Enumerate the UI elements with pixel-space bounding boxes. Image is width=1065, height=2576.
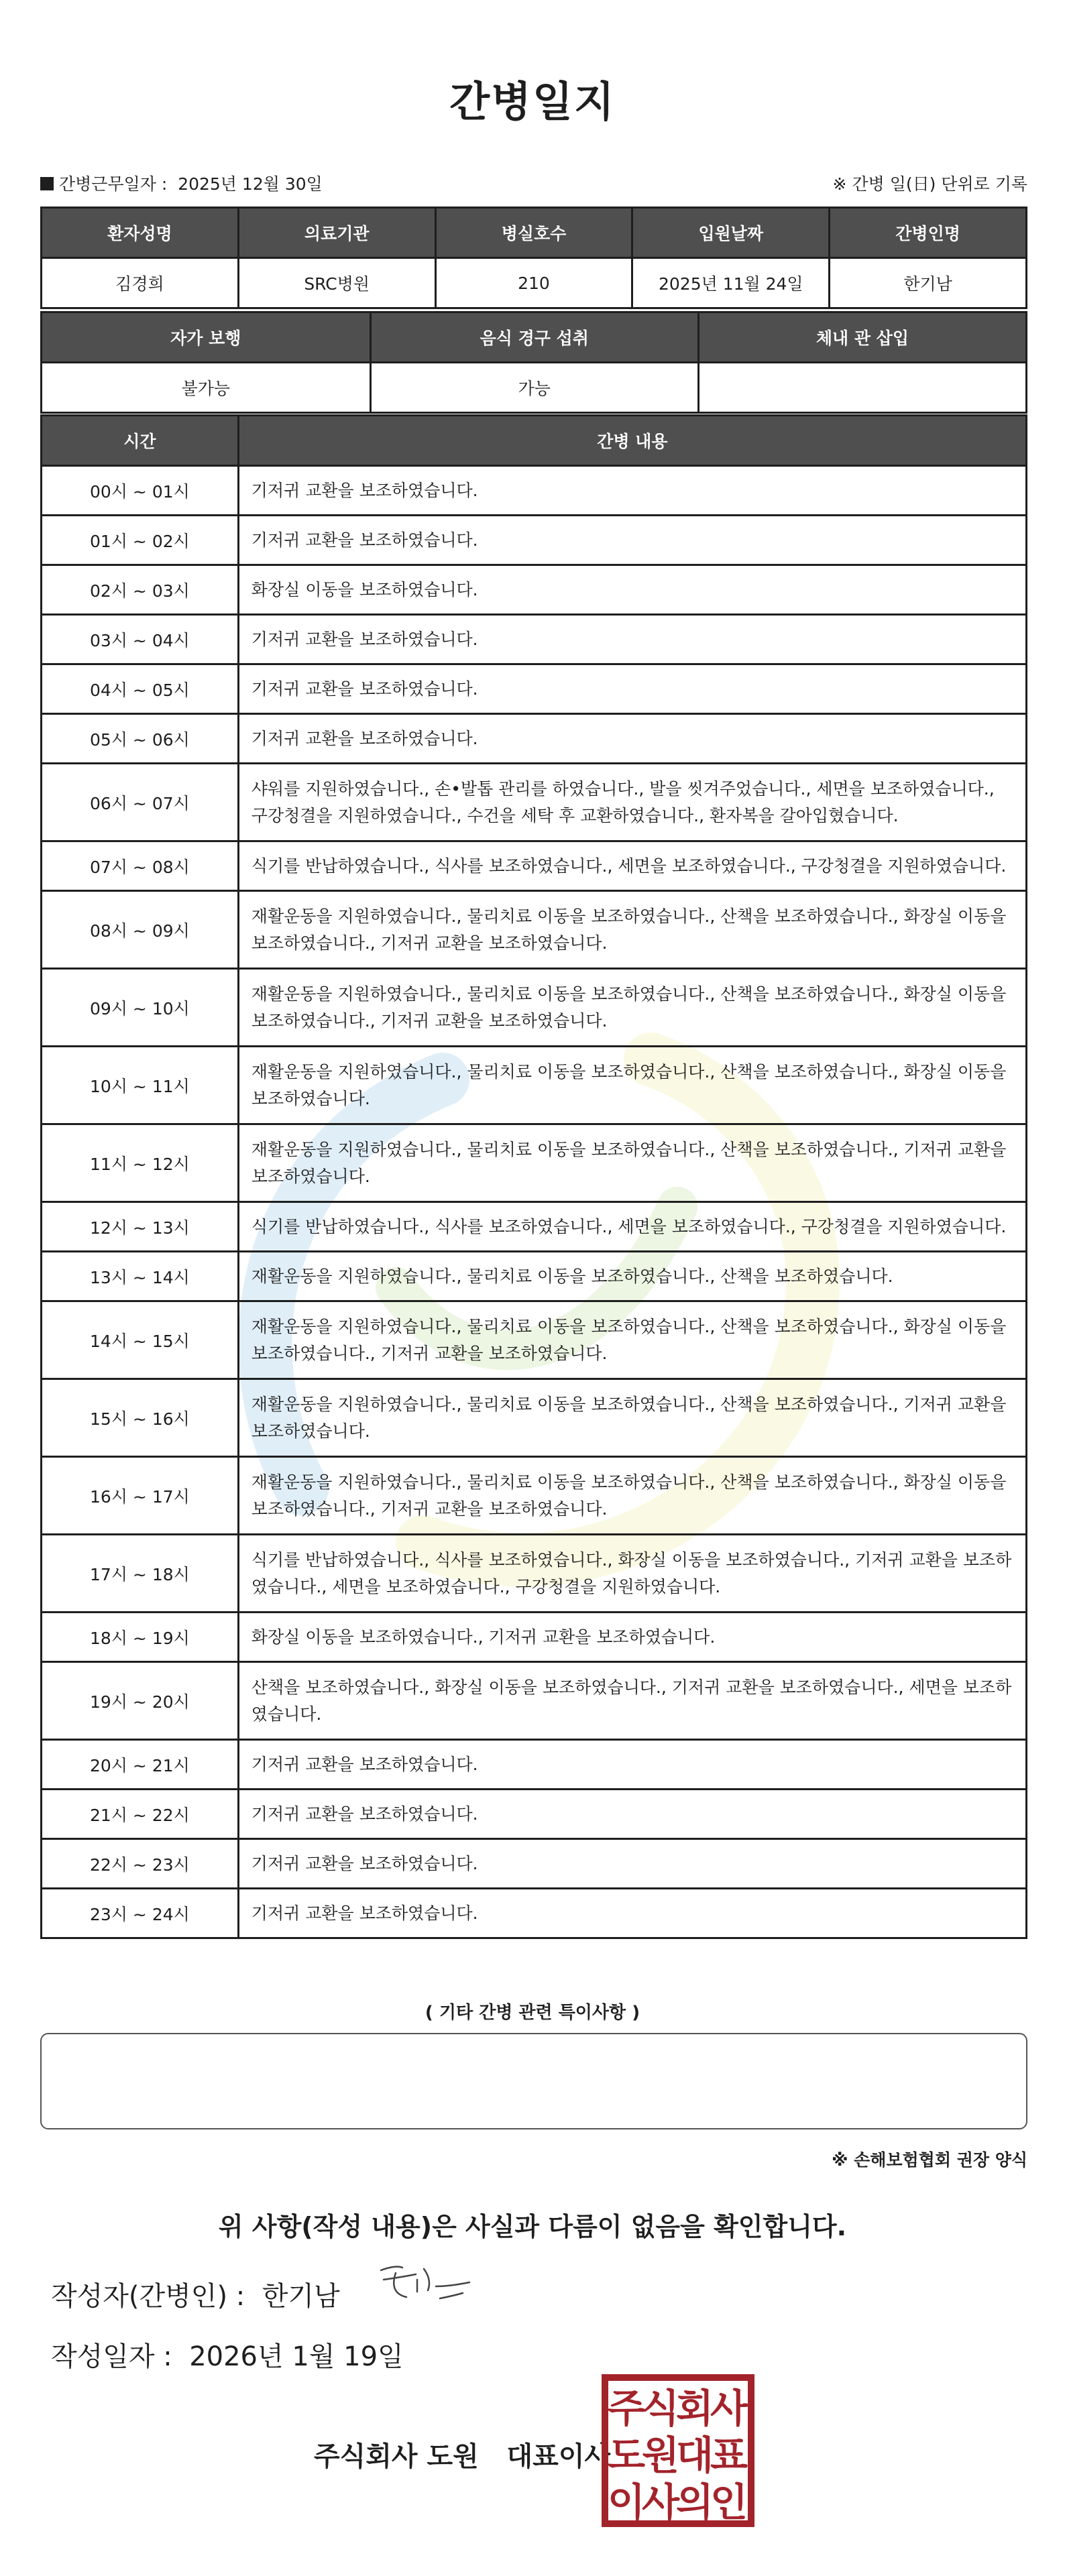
care-content: 재활운동을 지원하였습니다., 물리치료 이동을 보조하였습니다., 산책을 보조하였습니다. xyxy=(238,1252,1026,1301)
table-row xyxy=(42,1202,1027,1252)
seal-char: 의 xyxy=(675,2479,714,2525)
care-content: 화장실 이동을 보조하였습니다. xyxy=(238,565,1026,615)
patient-info-table xyxy=(40,207,1027,309)
time-slot: 19시 ~ 20시 xyxy=(42,1662,239,1740)
time-slot: 00시 ~ 01시 xyxy=(42,466,239,516)
confirmation-statement: 위 사항(작성 내용)은 사실과 다름이 없음을 확인합니다. xyxy=(218,2212,847,2241)
table-row xyxy=(42,1662,1027,1740)
table-row xyxy=(42,565,1027,615)
room-number: 210 xyxy=(435,258,632,308)
work-date-value: 2025년 12월 30일 xyxy=(178,174,323,194)
patient-status-table xyxy=(40,311,1027,414)
table-row xyxy=(42,714,1027,764)
admission-date: 2025년 11월 24일 xyxy=(632,258,830,308)
header-caregiver: 간병인명 xyxy=(830,208,1027,258)
work-date-label: 간병근무일자 : xyxy=(59,174,168,194)
seal-char: 회 xyxy=(675,2386,714,2431)
table-row xyxy=(42,664,1027,714)
care-log-body xyxy=(42,466,1027,1938)
written-date-line xyxy=(51,2335,404,2374)
seal-char: 도 xyxy=(607,2433,646,2478)
table-row xyxy=(42,1124,1027,1202)
time-slot: 07시 ~ 08시 xyxy=(42,841,239,891)
table-row xyxy=(42,1740,1027,1790)
care-content: 재활운동을 지원하였습니다., 물리치료 이동을 보조하였습니다., 산책을 보조하였습니다., 화장실 이동을 보조하였습니다., 기저귀 교환을 보조하였습니다. xyxy=(238,969,1026,1047)
table-row xyxy=(42,1839,1027,1889)
remarks-box xyxy=(40,2033,1027,2129)
time-slot: 23시 ~ 24시 xyxy=(42,1889,239,1938)
care-content: 재활운동을 지원하였습니다., 물리치료 이동을 보조하였습니다., 산책을 보조하였습니다., 화장실 이동을 보조하였습니다. xyxy=(238,1047,1026,1124)
care-content: 식기를 반납하였습니다., 식사를 보조하였습니다., 세면을 보조하였습니다., 구강청결을 지원하였습니다. xyxy=(238,1202,1026,1252)
table-row xyxy=(42,466,1027,516)
care-content: 재활운동을 지원하였습니다., 물리치료 이동을 보조하였습니다., 산책을 보조하였습니다., 기저귀 교환을 보조하였습니다. xyxy=(238,1124,1026,1202)
care-content: 기저귀 교환을 보조하였습니다. xyxy=(238,1740,1026,1790)
remarks-title: ( 기타 간병 관련 특이사항 ) xyxy=(425,2003,640,2023)
table-row xyxy=(42,1535,1027,1613)
work-date xyxy=(40,171,323,195)
seal-char: 원 xyxy=(641,2433,680,2478)
time-slot: 02시 ~ 03시 xyxy=(42,565,239,615)
writer-label: 작성자(간병인) : xyxy=(51,2281,245,2312)
seal-char: 이 xyxy=(607,2479,646,2525)
time-slot: 08시 ~ 09시 xyxy=(42,891,239,969)
care-content: 화장실 이동을 보조하였습니다., 기저귀 교환을 보조하였습니다. xyxy=(238,1613,1026,1662)
seal-char: 식 xyxy=(641,2386,680,2431)
seal-char: 사 xyxy=(641,2479,680,2525)
care-content: 기저귀 교환을 보조하였습니다. xyxy=(238,615,1026,664)
table-row xyxy=(42,1301,1027,1379)
header-time: 시간 xyxy=(42,416,239,466)
header-admission-date: 입원날짜 xyxy=(632,208,830,258)
time-slot: 05시 ~ 06시 xyxy=(42,714,239,764)
care-content: 기저귀 교환을 보조하였습니다. xyxy=(238,714,1026,764)
header-room: 병실호수 xyxy=(435,208,632,258)
time-slot: 10시 ~ 11시 xyxy=(42,1047,239,1124)
table-row xyxy=(42,1790,1027,1839)
square-bullet-icon xyxy=(40,177,54,190)
page-title: 간병일지 xyxy=(449,77,616,126)
care-content: 기저귀 교환을 보조하였습니다. xyxy=(238,516,1026,565)
time-slot: 09시 ~ 10시 xyxy=(42,969,239,1047)
writer-line xyxy=(51,2275,340,2313)
tube-insertion-value xyxy=(698,363,1026,413)
care-content: 기저귀 교환을 보조하였습니다. xyxy=(238,466,1026,516)
seal-char: 주 xyxy=(607,2386,646,2431)
company-title: 대표이사 xyxy=(506,2441,611,2472)
time-slot: 03시 ~ 04시 xyxy=(42,615,239,664)
header-oral-intake: 음식 경구 섭취 xyxy=(370,312,698,363)
care-content: 산책을 보조하였습니다., 화장실 이동을 보조하였습니다., 기저귀 교환을 보조하였습니다., 세면을 보조하였습니다. xyxy=(238,1662,1026,1740)
written-date-label: 작성일자 : xyxy=(51,2341,172,2372)
care-content: 식기를 반납하였습니다., 식사를 보조하였습니다., 세면을 보조하였습니다., 구강청결을 지원하였습니다. xyxy=(238,841,1026,891)
time-slot: 17시 ~ 18시 xyxy=(42,1535,239,1613)
source-note: ※ 손해보험협회 권장 양식 xyxy=(832,2150,1027,2170)
patient-name: 김경희 xyxy=(42,258,239,308)
time-slot: 16시 ~ 17시 xyxy=(42,1457,239,1535)
time-slot: 06시 ~ 07시 xyxy=(42,764,239,841)
table-row xyxy=(42,764,1027,841)
table-row xyxy=(42,1047,1027,1124)
table-row xyxy=(42,1457,1027,1535)
seal-char: 대 xyxy=(675,2433,714,2478)
time-slot: 13시 ~ 14시 xyxy=(42,1252,239,1301)
signature-image xyxy=(376,2260,476,2306)
table-row xyxy=(42,891,1027,969)
time-slot: 18시 ~ 19시 xyxy=(42,1613,239,1662)
company-name: 주식회사 도원 xyxy=(314,2441,479,2472)
time-slot: 14시 ~ 15시 xyxy=(42,1301,239,1379)
seal-char: 인 xyxy=(710,2479,748,2525)
care-content: 기저귀 교환을 보조하였습니다. xyxy=(238,1790,1026,1839)
table-row xyxy=(42,969,1027,1047)
written-date-value: 2026년 1월 19일 xyxy=(189,2341,404,2372)
time-slot: 04시 ~ 05시 xyxy=(42,664,239,714)
caregiver-name: 한기남 xyxy=(830,258,1027,308)
seal-char: 사 xyxy=(710,2386,748,2431)
care-content: 재활운동을 지원하였습니다., 물리치료 이동을 보조하였습니다., 산책을 보조하였습니다., 화장실 이동을 보조하였습니다., 기저귀 교환을 보조하였습니다. xyxy=(238,1301,1026,1379)
company-seal-stamp xyxy=(601,2374,755,2528)
table-row xyxy=(42,1613,1027,1662)
table-row xyxy=(42,615,1027,664)
table-row xyxy=(42,1379,1027,1457)
time-slot: 01시 ~ 02시 xyxy=(42,516,239,565)
care-log-table xyxy=(40,414,1027,1939)
self-walking-value: 불가능 xyxy=(42,363,371,413)
care-content: 기저귀 교환을 보조하였습니다. xyxy=(238,1839,1026,1889)
company-line xyxy=(314,2435,610,2473)
header-tube-insertion: 체내 관 삽입 xyxy=(698,312,1026,363)
seal-char: 표 xyxy=(710,2433,748,2478)
header-care-content: 간병 내용 xyxy=(238,416,1026,466)
header-hospital: 의료기관 xyxy=(238,208,435,258)
writer-name: 한기남 xyxy=(262,2281,340,2312)
time-slot: 21시 ~ 22시 xyxy=(42,1790,239,1839)
time-slot: 20시 ~ 21시 xyxy=(42,1740,239,1790)
table-row xyxy=(42,1889,1027,1938)
time-slot: 22시 ~ 23시 xyxy=(42,1839,239,1889)
care-content: 식기를 반납하였습니다., 식사를 보조하였습니다., 화장실 이동을 보조하였습니다., 기저귀 교환을 보조하였습니다., 세면을 보조하였습니다., 구강청결을 지원하였습니다. xyxy=(238,1535,1026,1613)
time-slot: 11시 ~ 12시 xyxy=(42,1124,239,1202)
care-content: 기저귀 교환을 보조하였습니다. xyxy=(238,664,1026,714)
care-content: 기저귀 교환을 보조하였습니다. xyxy=(238,1889,1026,1938)
oral-intake-value: 가능 xyxy=(370,363,698,413)
table-row xyxy=(42,841,1027,891)
table-row xyxy=(42,1252,1027,1301)
care-content: 재활운동을 지원하였습니다., 물리치료 이동을 보조하였습니다., 산책을 보조하였습니다., 화장실 이동을 보조하였습니다., 기저귀 교환을 보조하였습니다. xyxy=(238,891,1026,969)
time-slot: 12시 ~ 13시 xyxy=(42,1202,239,1252)
header-patient-name: 환자성명 xyxy=(42,208,239,258)
hospital-name: SRC병원 xyxy=(238,258,435,308)
care-content: 재활운동을 지원하였습니다., 물리치료 이동을 보조하였습니다., 산책을 보조하였습니다., 기저귀 교환을 보조하였습니다. xyxy=(238,1379,1026,1457)
unit-note: ※ 간병 일(日) 단위로 기록 xyxy=(832,174,1027,194)
table-row xyxy=(42,516,1027,565)
time-slot: 15시 ~ 16시 xyxy=(42,1379,239,1457)
care-content: 샤워를 지원하였습니다., 손•발톱 관리를 하였습니다., 발을 씻겨주었습니다., 세면을 보조하였습니다., 구강청결을 지원하였습니다., 수건을 세탁 후 교환하였습니다., 환자복을 갈아입혔습니다. xyxy=(238,764,1026,841)
header-self-walking: 자가 보행 xyxy=(42,312,371,363)
care-content: 재활운동을 지원하였습니다., 물리치료 이동을 보조하였습니다., 산책을 보조하였습니다., 화장실 이동을 보조하였습니다., 기저귀 교환을 보조하였습니다. xyxy=(238,1457,1026,1535)
